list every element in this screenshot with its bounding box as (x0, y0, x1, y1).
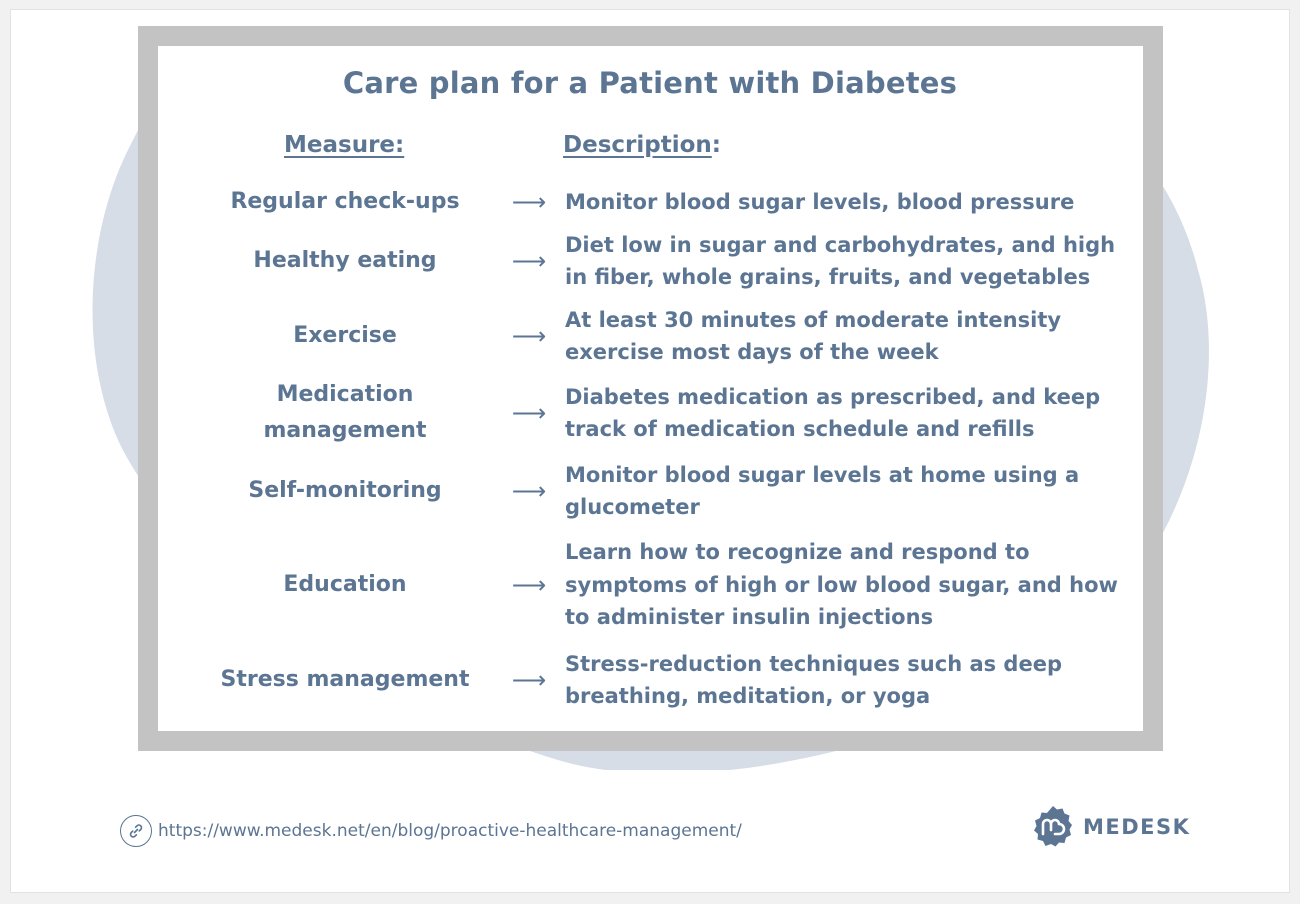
page-title: Care plan for a Patient with Diabetes (342, 66, 958, 100)
medesk-logo (1031, 805, 1190, 849)
description-column-header (563, 132, 721, 158)
measure-label: Education (283, 572, 407, 597)
measure-label: Medication management (263, 382, 427, 443)
source-link[interactable] (120, 815, 742, 847)
arrow-icon: ⟶ (511, 399, 547, 427)
measure-description: Monitor blood sugar levels at home using a glucometer (565, 462, 1080, 519)
measure-label: Self-monitoring (248, 478, 442, 503)
plan-row-self-monitoring (200, 458, 1140, 524)
measure-description: At least 30 minutes of moderate intensity exercise most days of the week (565, 307, 1062, 364)
plan-row-medication-management (200, 380, 1140, 446)
arrow-icon: ⟶ (511, 666, 547, 694)
arrow-icon: ⟶ (511, 322, 547, 350)
description-header-colon: : (711, 132, 721, 158)
plan-row-healthy-eating (200, 228, 1140, 294)
source-url[interactable]: https://www.medesk.net/en/blog/proactive-healthcare-management/ (158, 821, 742, 841)
arrow-icon: ⟶ (511, 188, 547, 216)
arrow-icon: ⟶ (511, 571, 547, 599)
link-icon (120, 815, 152, 847)
measure-description: Stress-reduction techniques such as deep breathing, meditation, or yoga (565, 651, 1062, 708)
measure-description: Diet low in sugar and carbohydrates, and high in fiber, whole grains, fruits, and vegetables (565, 232, 1116, 289)
measure-description: Diabetes medication as prescribed, and keep track of medication schedule and refills (565, 384, 1101, 441)
arrow-icon: ⟶ (511, 247, 547, 275)
measure-column-header: Measure: (284, 132, 405, 158)
measure-label: Exercise (293, 323, 397, 348)
measure-label: Healthy eating (253, 248, 437, 273)
plan-row-regular-checkups (200, 184, 1140, 220)
measure-description: Learn how to recognize and respond to symptoms of high or low blood sugar, and how to administer insulin injections (565, 540, 1118, 630)
logo-text: MEDESK (1083, 815, 1191, 839)
description-header-word: Description (563, 132, 712, 158)
measure-label: Stress management (220, 667, 470, 692)
medesk-logo-icon (1031, 805, 1075, 849)
plan-row-exercise (200, 303, 1140, 369)
arrow-icon: ⟶ (511, 477, 547, 505)
measure-description: Monitor blood sugar levels, blood pressure (565, 189, 1075, 214)
plan-row-education (200, 536, 1140, 634)
plan-row-stress-management (200, 647, 1140, 713)
measure-label: Regular check-ups (230, 189, 460, 214)
